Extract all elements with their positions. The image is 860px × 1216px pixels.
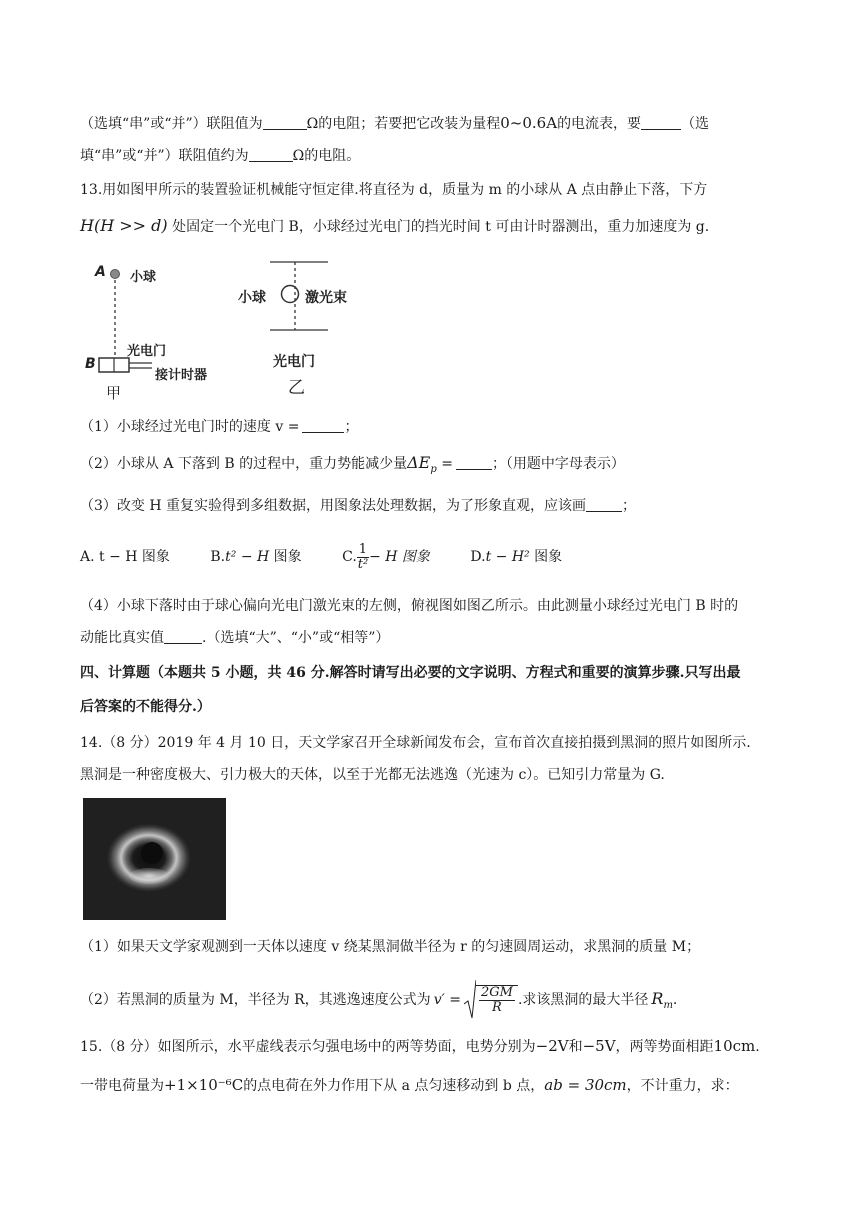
q13-part4-line2 [80, 628, 389, 648]
option-D[interactable] [470, 541, 562, 573]
q14-part2 [80, 980, 677, 1020]
answer-blank[interactable] [586, 497, 622, 512]
option-letter: C. [342, 549, 357, 565]
option-letter: D. [470, 549, 486, 565]
text: .（选填“大”、“小”或“相等”） [202, 630, 390, 646]
text: ，两等势面相距 [615, 1039, 714, 1055]
q14-stem-line1: 14.（8 分）2019 年 4 月 10 日，天文学家召开全球新闻发布会，宣布首次直接拍摄到黑洞的照片如图所示. [80, 735, 751, 751]
text: 填“串”或“并”）联阻值约为 [80, 148, 249, 164]
text: ； [622, 498, 637, 514]
label-timer: 接计时器 [155, 368, 208, 383]
text: ；（用题中字母表示） [491, 456, 625, 472]
text: （选填“串”或“并”）联阻值为 [80, 116, 263, 132]
text: − H 图象 [369, 549, 430, 565]
answer-blank[interactable] [641, 115, 681, 130]
numerator: 1 [358, 541, 368, 557]
charge: +1×10⁻⁶C [164, 1076, 244, 1094]
ohm-symbol: Ω [292, 148, 305, 164]
text: 处固定一个光电门 B，小球经过光电门的挡光时间 t 可由计时器测出，重力加速度为 g. [167, 219, 710, 235]
subscript-m: m [663, 999, 673, 1011]
math-v-prime: v′ = [433, 992, 461, 1008]
ohm-symbol: Ω [306, 116, 319, 132]
text: 动能比真实值 [80, 630, 164, 646]
answer-blank[interactable] [164, 629, 202, 644]
math: t² − H [225, 549, 270, 565]
fill-line-2 [80, 146, 360, 166]
text: ，不计重力，求： [626, 1078, 739, 1094]
label-ball: 小球 [130, 270, 157, 285]
section-heading-line1: 四、计算题（本题共 5 小题，共 46 分.解答时请写出必要的文字说明、方程式和重要的演算步骤.只写出最 [80, 665, 741, 681]
range-value: 0~0.6A [500, 114, 558, 132]
q15-stem-line2 [80, 1075, 739, 1096]
fraction [357, 543, 369, 572]
fraction [479, 986, 515, 1015]
text: （2）若黑洞的质量为 M，半径为 R，其逃逸速度公式为 [80, 992, 431, 1008]
text: （选 [681, 116, 710, 132]
text: 图象 [534, 549, 563, 565]
distance: 10cm [713, 1037, 756, 1055]
glow-ring [129, 868, 169, 884]
text: . [672, 992, 678, 1008]
denominator: R [492, 1000, 502, 1015]
text: . [755, 1039, 760, 1055]
math-deltaEp: ΔE [407, 453, 431, 472]
text: 一带电荷量为 [80, 1078, 164, 1094]
answer-blank[interactable] [456, 455, 492, 470]
label-laser: 激光束 [305, 290, 347, 306]
q13-part4-line1: （4）小球下落时由于球心偏向光电门激光束的左侧，俯视图如图乙所示。由此测量小球经过光电门 B 时的 [80, 598, 739, 614]
text: ； [344, 419, 359, 435]
q14-part1: （1）如果天文学家观测到一天体以速度 v 绕某黑洞做半径为 r 的匀速圆周运动，求黑洞的质量 M； [80, 939, 701, 955]
label-B: B [85, 356, 96, 372]
black-hole-photo [83, 798, 226, 920]
answer-blank[interactable] [302, 418, 344, 433]
label-A: A [95, 264, 106, 280]
text: = [436, 456, 453, 472]
text: 15.（8 分）如图所示，水平虚线表示匀强电场中的两等势面，电势分别为 [80, 1039, 536, 1055]
math-R: R [651, 989, 664, 1008]
potential-2: −5V [582, 1037, 616, 1055]
ab-length: ab = 30cm [544, 1076, 627, 1094]
potential-1: −2V [535, 1037, 569, 1055]
fill-line-1 [80, 113, 709, 134]
q13-part3 [80, 496, 636, 516]
q13-part1 [80, 417, 358, 437]
sqrt-expression [464, 980, 518, 1020]
q13-stem-line2 [80, 216, 709, 237]
subscript-p: p [430, 463, 437, 475]
option-A[interactable]: A. t − H 图象 [80, 549, 170, 565]
answer-blank[interactable] [263, 115, 307, 130]
q13-stem-line1: 13.用如图甲所示的装置验证机械能守恒定律.将直径为 d，质量为 m 的小球从 A 点由静止下落，下方 [80, 182, 708, 198]
caption-jia: 甲 [106, 384, 122, 402]
q13-options [80, 541, 598, 573]
q15-stem-line1 [80, 1036, 760, 1057]
text: 的电流表，要 [557, 116, 642, 132]
label-gate: 光电门 [127, 344, 167, 359]
option-letter: B. [210, 549, 226, 565]
radical-sign [464, 980, 476, 1020]
q13-part2 [80, 453, 625, 480]
option-B[interactable] [210, 541, 301, 573]
math-H: H(H >> d) [80, 216, 168, 235]
numerator: 2GM [480, 985, 513, 1000]
label-gate: 光电门 [273, 354, 315, 370]
q14-stem-line2: 黑洞是一种密度极大、引力极大的天体，以至于光都无法逃逸（光速为 c）。已知引力常量为 G. [80, 767, 665, 783]
text: 的电阻；若要把它改装为量程 [318, 116, 501, 132]
option-C[interactable] [342, 541, 430, 573]
text: （1）小球经过光电门时的速度 v = [80, 419, 300, 435]
label-ball: 小球 [238, 290, 266, 306]
text: .求该黑洞的最大半径 [517, 992, 649, 1008]
section-heading-line2: 后答案的不能得分.） [80, 699, 211, 715]
figure-jia [82, 262, 232, 402]
text: 和 [568, 1039, 583, 1055]
caption-yi: 乙 [288, 378, 305, 398]
figure-yi [238, 252, 388, 400]
dark-shadow [141, 842, 163, 864]
text: 图象 [273, 549, 302, 565]
text: 的点电荷在外力作用下从 a 点匀速移动到 b 点， [243, 1078, 545, 1094]
math: t − H² [485, 549, 530, 565]
text: 的电阻。 [304, 148, 361, 164]
denominator: t² [357, 556, 369, 572]
answer-blank[interactable] [249, 147, 293, 162]
text: （3）改变 H 重复实验得到多组数据，用图象法处理数据，为了形象直观，应该画 [80, 498, 587, 514]
text: （2）小球从 A 下落到 B 的过程中，重力势能减少量 [80, 456, 408, 472]
